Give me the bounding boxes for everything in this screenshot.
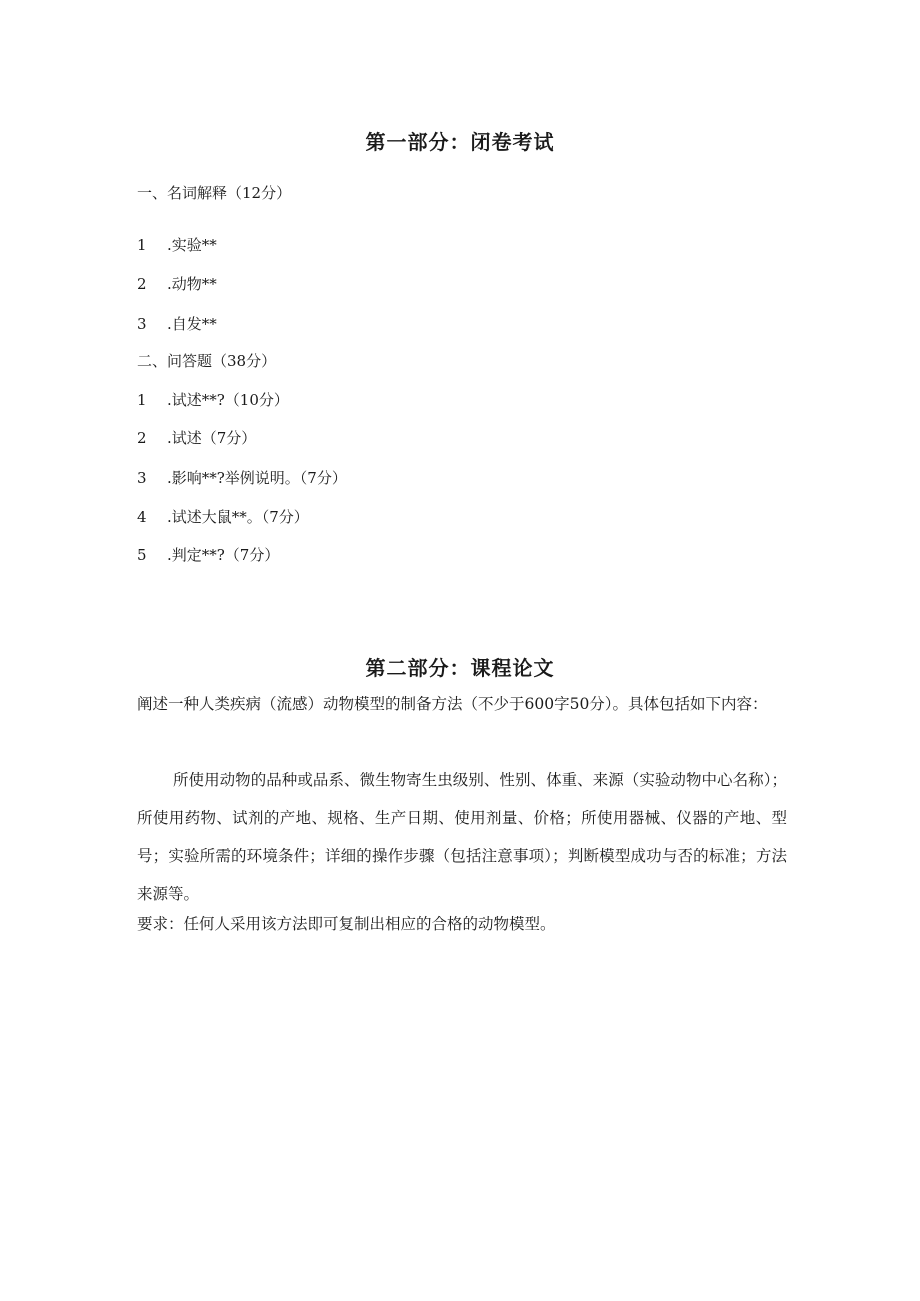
essay-details: 所使用动物的品种或品系、微生物寄生虫级别、性别、体重、来源（实验动物中心名称）；所使用药物、试剂的产地、规格、生产日期、使用剂量、价格；所使用器械、仪器的产地、型号；实验所需的环境条件；详细的操作步骤（包括注意事项）；判断模型成功与否的标准；方法来源等。 (137, 771, 787, 903)
item-text: .试述**?（10分） (167, 391, 289, 409)
essay-intro: 阐述一种人类疾病（流感）动物模型的制备方法（不少于600字50分）。具体包括如下内容： (137, 695, 768, 713)
item-text: .判定**?（7分） (167, 546, 280, 564)
item-number: 1 (137, 236, 147, 254)
part1-title: 第一部分：闭卷考试 (365, 130, 555, 154)
item-text: .试述大鼠**。（7分） (167, 508, 309, 526)
section1-title: 一、名词解释（12分） (137, 184, 292, 202)
item-number: 2 (137, 275, 147, 293)
section2-title: 二、问答题（38分） (137, 352, 277, 370)
part2-title: 第二部分：课程论文 (365, 656, 555, 680)
list-item (137, 273, 217, 294)
item-text: .影响**?举例说明。（7分） (167, 469, 347, 487)
item-text: .自发** (167, 315, 217, 333)
list-item (137, 427, 256, 448)
essay-requirement: 要求：任何人采用该方法即可复制出相应的合格的动物模型。 (137, 915, 556, 933)
item-number: 3 (137, 315, 147, 333)
item-number: 2 (137, 429, 147, 447)
list-item (137, 506, 309, 527)
item-text: .实验** (167, 236, 217, 254)
item-text: .试述（7分） (167, 429, 257, 447)
list-item (137, 389, 289, 410)
list-item (137, 544, 279, 565)
item-number: 3 (137, 469, 147, 487)
item-number: 1 (137, 391, 147, 409)
list-item (137, 234, 217, 255)
item-number: 4 (137, 508, 147, 526)
list-item (137, 467, 347, 488)
item-number: 5 (137, 546, 147, 564)
list-item (137, 313, 217, 334)
item-text: .动物** (167, 275, 217, 293)
